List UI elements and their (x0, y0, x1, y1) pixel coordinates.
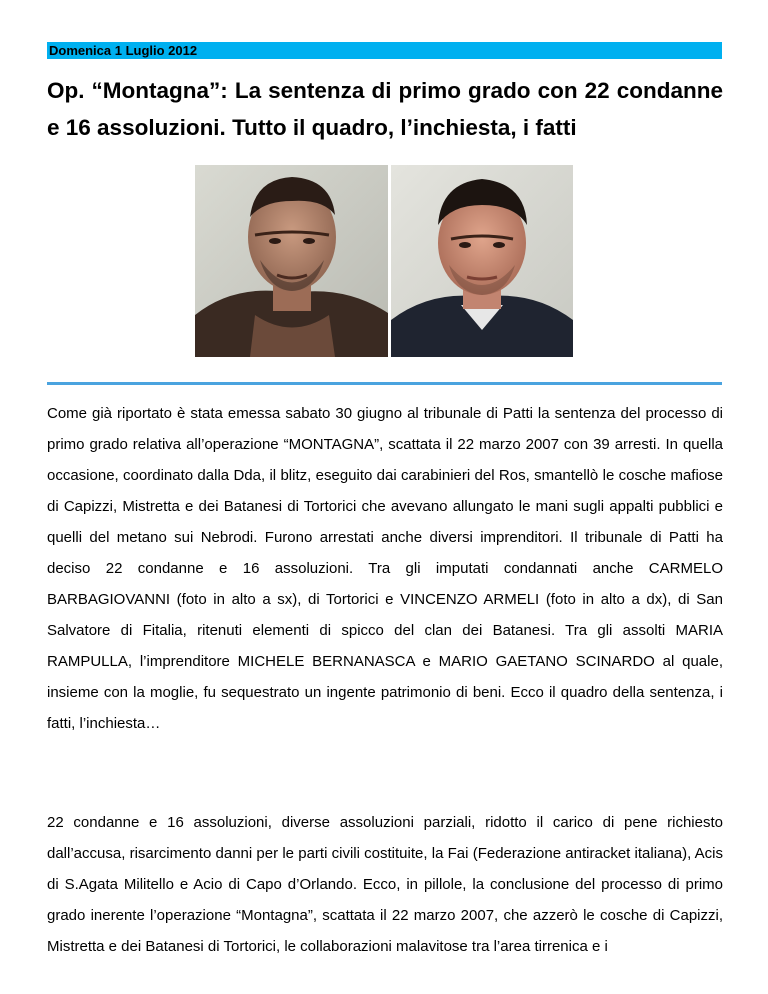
article-paragraph-1: Come già riportato è stata emessa sabato 30 giugno al tribunale di Patti la sentenza del processo di primo grado relativa all’operazione “MONTAGNA”, scattata il 22 marzo 2007 con 39 arresti. In quella occasione, coordinato dalla Dda, il blitz, eseguito dai carabinieri del Ros, smantellò le cosche mafiose di Capizzi, Mistretta e dei Batanesi di Tortorici che avevano allungato le mani sugli appalti pubblici e quelli del metano sui Nebrodi. Furono arrestati anche diversi imprenditori. Il tribunale di Patti ha deciso 22 condanne e 16 assoluzioni. Tra gli imputati condannati anche CARMELO BARBAGIOVANNI (foto in alto a sx), di Tortorici e VINCENZO ARMELI (foto in alto a dx), di San Salvatore di Fitalia, ritenuti elementi di spicco del clan dei Batanesi. Tra gli assolti MARIA RAMPULLA, l’imprenditore MICHELE BERNANASCA e MARIO GAETANO SCINARDO al quale, insieme con la moglie, fu sequestrato un ingente patrimonio di beni. Ecco il quadro della sentenza, i fatti, l’inchiesta… (47, 405, 723, 732)
article-paragraph-2: 22 condanne e 16 assoluzioni, diverse assoluzioni parziali, ridotto il carico di pene richiesto dall’accusa, risarcimento danni per le parti civili costituite, la Fai (Federazione antiracket italiana), Acis di S.Agata Militello e Acio di Capo d’Orlando. Ecco, in pillole, la conclusione del processo di primo grado inerente l’operazione “Montagna”, scattata il 22 marzo 2007, che azzerò le cosche di Capizzi, Mistretta e dei Batanesi di Tortorici, le collaborazioni malavitose tra l’area tirrenica e i (47, 814, 723, 955)
photo-pair (195, 165, 573, 357)
mugshot-right (391, 165, 573, 357)
date-bar (47, 42, 722, 59)
mugshot-left (195, 165, 388, 357)
divider-rule (47, 382, 722, 385)
article-title: Op. “Montagna”: La sentenza di primo grado con 22 condanne e 16 assoluzioni. Tutto il quadro, l’inchiesta, i fatti (47, 78, 723, 140)
date-label: Domenica 1 Luglio 2012 (49, 43, 198, 58)
